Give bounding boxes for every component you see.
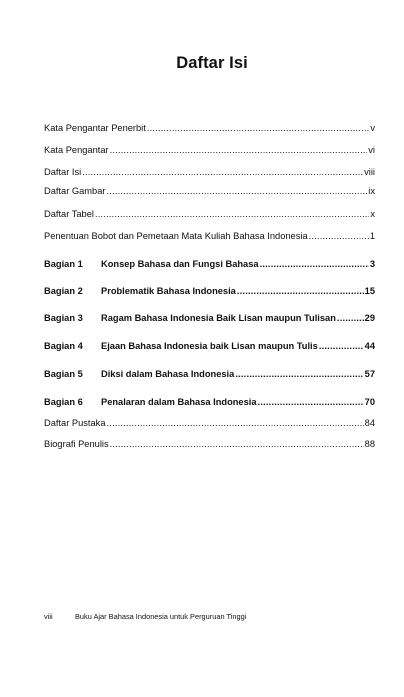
toc-entry-daftar-tabel[interactable] (44, 207, 375, 221)
toc-entry-bagian-2[interactable] (44, 284, 375, 298)
toc-entry-label: Problematik Bahasa Indonesia (101, 286, 236, 296)
toc-entry-chapter: Bagian 5 (44, 369, 83, 379)
toc-dot-leader (235, 367, 363, 381)
toc-entry-page: ix (368, 186, 375, 196)
toc-entry-page: 70 (364, 397, 375, 407)
toc-dot-leader (309, 229, 369, 243)
toc-entry-daftar-gambar[interactable] (44, 184, 375, 198)
toc-entry-chapter: Bagian 4 (44, 341, 83, 351)
toc-dot-leader (110, 143, 368, 157)
toc-entry-page: 3 (369, 259, 375, 269)
toc-entry-chapter: Bagian 2 (44, 286, 83, 296)
toc-entry-label: Ejaan Bahasa Indonesia baik Lisan maupun Tulis (101, 341, 318, 351)
page-footer (44, 612, 246, 621)
toc-entry-bagian-6[interactable] (44, 395, 375, 409)
toc-entry-page: x (370, 209, 375, 219)
toc-entry-bagian-3[interactable] (44, 311, 375, 325)
toc-dot-leader (107, 416, 364, 430)
toc-entry-page: v (370, 123, 375, 133)
toc-entry-label: Ragam Bahasa Indonesia Baik Lisan maupun Tulisan (101, 313, 336, 323)
toc-dot-leader (319, 339, 364, 353)
toc-entry-kata-pengantar[interactable] (44, 143, 375, 157)
toc-dot-leader (260, 257, 369, 271)
toc-entry-daftar-isi[interactable] (44, 165, 375, 179)
footer-book-title: Buku Ajar Bahasa Indonesia untuk Perguruan Tinggi (75, 612, 247, 621)
toc-entry-page: 15 (364, 286, 375, 296)
toc-entry-label: Kata Pengantar Penerbit (44, 123, 146, 133)
toc-entry-page: viii (364, 167, 375, 177)
toc-dot-leader (110, 437, 364, 451)
toc-entry-kata-pengantar-penerbit[interactable] (44, 121, 375, 135)
toc-entry-label: Diksi dalam Bahasa Indonesia (101, 369, 235, 379)
toc-entry-chapter: Bagian 6 (44, 397, 83, 407)
toc-entry-page: 57 (364, 369, 375, 379)
page-title: Daftar Isi (176, 54, 248, 72)
toc-entry-chapter: Bagian 3 (44, 313, 83, 323)
toc-entry-bagian-1[interactable] (44, 257, 375, 271)
toc-entry-label: Daftar Pustaka (44, 418, 106, 428)
footer-page-number: viii (44, 612, 53, 621)
toc-entry-page: 44 (364, 341, 375, 351)
toc-entry-bagian-5[interactable] (44, 367, 375, 381)
toc-dot-leader (95, 207, 369, 221)
toc-dot-leader (106, 184, 367, 198)
toc-dot-leader (82, 165, 363, 179)
toc-dot-leader (147, 121, 370, 135)
toc-entry-page: 29 (364, 313, 375, 323)
toc-dot-leader (237, 284, 364, 298)
toc-entry-page: 88 (364, 439, 375, 449)
toc-entry-biografi-penulis[interactable] (44, 437, 375, 451)
toc-entry-label: Penalaran dalam Bahasa Indonesia (101, 397, 257, 407)
toc-entry-page: vi (368, 145, 375, 155)
toc-entry-label: Daftar Isi (44, 167, 82, 177)
toc-entry-page: 1 (369, 231, 375, 241)
toc-entry-label: Konsep Bahasa dan Fungsi Bahasa (101, 259, 259, 269)
toc-entry-label: Biografi Penulis (44, 439, 109, 449)
toc-entry-label: Penentuan Bobot dan Pemetaan Mata Kuliah Bahasa Indonesia (44, 231, 308, 241)
toc-entry-daftar-pustaka[interactable] (44, 416, 375, 430)
toc-dot-leader (258, 395, 364, 409)
toc-entry-label: Daftar Tabel (44, 209, 94, 219)
toc-dot-leader (337, 311, 364, 325)
toc-entry-chapter: Bagian 1 (44, 259, 83, 269)
toc-entry-label: Kata Pengantar (44, 145, 109, 155)
toc-entry-penentuan-bobot[interactable] (44, 229, 375, 243)
toc-entry-bagian-4[interactable] (44, 339, 375, 353)
toc-entry-label: Daftar Gambar (44, 186, 106, 196)
toc-entry-page: 84 (364, 418, 375, 428)
